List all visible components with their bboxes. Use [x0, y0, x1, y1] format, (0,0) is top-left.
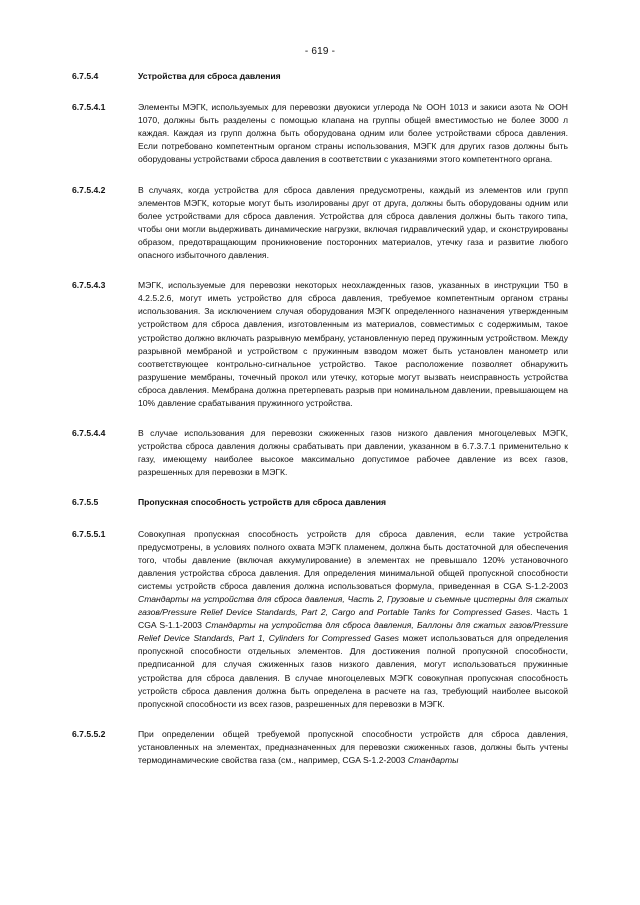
paragraph	[72, 101, 568, 166]
section-number: 6.7.5.4	[72, 71, 99, 81]
standard-reference: Стандарты на устройства для сброса давления, Часть 2, Грузовые и съемные цистерны для сжатых газов/Pressure Relief Device Standards, Part 2, Cargo and Portable Tanks for Compressed Gases	[138, 594, 568, 618]
text-run: может использоваться для определения пропускной способности отдельных элементов. Для достижения полной пропускной способности, предписанной для случая сжиженных газов низкого давления, могут использоваться пружинные устройства для сброса давления. В случае многоцелевых МЭГК совокупная пропускная способность устройств сброса давления должна быть определена в расчете на газ, требующий наиболее высокой пропускной способности из всех газов, разрешенных для перевозки в МЭГК.	[138, 633, 568, 709]
paragraph	[72, 728, 568, 767]
paragraph-number: 6.7.5.4.2	[72, 184, 106, 195]
paragraph-number: 6.7.5.4.4	[72, 428, 106, 439]
paragraph	[72, 184, 568, 263]
section-heading	[72, 496, 568, 509]
standard-reference: Стандарты	[407, 755, 459, 766]
paragraph	[72, 427, 568, 479]
paragraph-text	[138, 728, 568, 767]
paragraph-number: 6.7.5.5.1	[72, 528, 106, 539]
paragraph-number: 6.7.5.4.3	[72, 280, 106, 291]
section-heading	[72, 70, 568, 83]
paragraph-number: 6.7.5.5.2	[72, 728, 106, 739]
paragraph	[72, 528, 568, 711]
paragraph-number: 6.7.5.4.1	[72, 102, 106, 113]
text-run: . Часть 1 CGA S-1.1-2003	[138, 607, 568, 631]
paragraph	[72, 279, 568, 410]
text-run: При определении общей требуемой пропускной способности устройств для сброса давления, установленных на элементах, предназначенных для перевозки сжиженных газов, должны быть учтены термодинамические свойства газа (см., например, CGA S-1.2-2003	[138, 728, 568, 766]
paragraph-text	[138, 528, 568, 711]
paragraph-text: В случае использования для перевозки сжиженных газов низкого давления многоцелевых МЭГК, устройства сброса давления должны срабатывать при давлении, указанном в 6.7.3.7.1 применительно к газу, имеющему наиболее высокое максимально допустимое рабочее давление из всех газов, разрешенных для перевозки в МЭГК.	[138, 428, 568, 478]
page-number: - 619 -	[304, 46, 336, 57]
text-run: Совокупная пропускная способность устройств для сброса давления, если такие устройства предусмотрены, в условиях полного охвата МЭГК пламенем, должна быть достаточной для обеспечения того, чтобы давление (включая аккумулирование) в элементах не превышало 120% установочного давления устройства сброса давления. Для определения минимальной общей пропускной способности системы устройств сброса давления должна использоваться формула, приведенная в CGA S-1.2-2003	[138, 528, 568, 591]
paragraph-text: В случаях, когда устройства для сброса давления предусмотрены, каждый из элементов или групп элементов МЭГК, которые могут быть изолированы друг от друга, должны быть оборудованы одним или более устройствами для сброса давления. Устройства для сброса давления должны быть такого типа, чтобы они могли выдерживать динамические нагрузки, включая гидравлический удар, и сконструированы образом, предотвращающим проникновение посторонних материалов, утечку газа и развитие любого опасного избыточного давления.	[138, 184, 568, 261]
section-number: 6.7.5.5	[72, 497, 99, 508]
page-content	[72, 70, 568, 767]
section-title: Устройства для сброса давления	[138, 71, 281, 81]
section-title: Пропускная способность устройств для сброса давления	[138, 497, 387, 508]
paragraph-text: Элементы МЭГК, используемых для перевозки двуокиси углерода № ООН 1013 и закиси азота № ООН 1070, должны быть разделены с помощью клапана на группы общей вместимостью не более 3000 л каждая. Каждая из групп должна быть оборудована одним или более устройствами сброса давления. Если потребовано компетентным органом страны использования, МЭГК для других газов должны быть оборудованы устройствами сброса давления в соответствии с указаниями этого компетентного органа.	[138, 102, 568, 165]
standard-reference: Стандарты на устройства для сброса давления, Баллоны для сжатых газов/Pressure Relief Device Standards, Part 1, Cylinders for Compressed Gases	[138, 620, 568, 644]
paragraph-text: МЭГК, используемые для перевозки некоторых неохлажденных газов, указанных в инструкции T50 в 4.2.5.2.6, могут иметь устройство для сброса давления, требуемое компетентным органом страны использования. За исключением случая оборудования МЭГК определенного назначения утвержденным устройством для сброса давления, изготовленным из материалов, совместимых с содержимым, такое устройство должно включать разрывную мембрану, установленную перед пружинным устройством. Между разрывной мембраной и устройством с пружинным взводом может быть установлен манометр или соответствующее контрольно-сигнальное устройство. Такое расположение позволяет обнаружить разрушение мембраны, точечный прокол или утечку, которые могут вызвать неисправность устройства сброса давления. Мембрана должна претерпевать разрыв при номинальном давлении, превышающем на 10% давление срабатывания пружинного устройства.	[138, 280, 568, 408]
